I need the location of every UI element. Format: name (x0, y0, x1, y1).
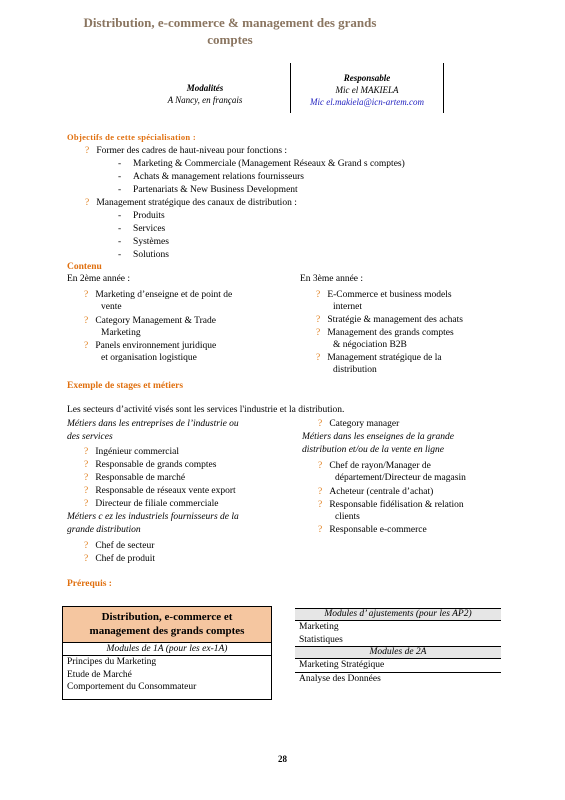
title-line-2: comptes (207, 32, 253, 47)
list-item: ? Responsable de grands comptes (84, 460, 217, 470)
module-row: Statistiques (299, 634, 343, 645)
list-item: ? Responsable e-commerce (318, 525, 427, 535)
right-subheading: distribution et/ou de la vente en ligne (302, 445, 444, 455)
list-item: - Services (118, 224, 166, 234)
modalites-value: A Nancy, en français (167, 95, 243, 105)
module-row: Principes du Marketing (67, 657, 157, 667)
year2-label: En 2ème année : (67, 274, 131, 284)
left-subheading: Métiers c ez les industriels fournisseurs de la (67, 512, 239, 522)
list-item: ? Directeur de filiale commerciale (84, 499, 219, 509)
module-row: Etude de Marché (67, 669, 132, 680)
list-item: ? Responsable fidélisation & relation (318, 500, 464, 510)
list-item-cont: clients (335, 512, 360, 522)
list-item: ? E-Commerce et business models (316, 290, 452, 300)
page-number: 28 (278, 754, 287, 764)
specialisation-box (62, 606, 272, 700)
module-row: Marketing Stratégique (295, 659, 501, 673)
objectifs-heading: Objectifs de cette spécialisation : (67, 132, 196, 142)
box-header (63, 607, 271, 643)
list-item: - Solutions (118, 250, 169, 260)
list-item: ? Acheteur (centrale d’achat) (318, 487, 434, 497)
list-item-cont: vente (101, 302, 122, 312)
list-item: ? Management stratégique de la (316, 353, 442, 363)
left-subheading: des services (67, 432, 113, 442)
module-row: Comportement du Consommateur (67, 682, 197, 692)
box-title: management des grands comptes (89, 625, 245, 637)
list-item: ? Chef de rayon/Manager de (318, 461, 431, 471)
contenu-heading: Contenu (67, 262, 102, 272)
box-subheading: Modules de 1A (pour les ex-1A) (63, 643, 271, 656)
table-subheading: Modules de 2A (295, 646, 501, 659)
list-item-cont: et organisation logistique (101, 353, 197, 363)
right-subheading: Métiers dans les enseignes de la grande (302, 432, 454, 442)
list-item-cont: Marketing (101, 328, 141, 338)
list-item: - Marketing & Commerciale (Management Réseaux & Grand s comptes) (118, 159, 405, 169)
prerequis-heading: Prérequis : (67, 579, 112, 589)
list-item: ? Former des cadres de haut-niveau pour fonctions : (85, 146, 288, 156)
list-item: ? Chef de secteur (84, 541, 155, 551)
list-item: ? Category Management & Trade (84, 316, 216, 326)
modules-table (295, 608, 501, 685)
responsable-email[interactable]: Mic el.makiela@icn-artem.com (310, 97, 424, 107)
divider (290, 63, 291, 113)
list-item: - Systèmes (118, 237, 169, 247)
divider (443, 63, 444, 113)
modalites-block (130, 82, 280, 106)
responsable-block (292, 72, 442, 108)
list-item: ? Responsable de marché (84, 473, 186, 483)
modalites-label: Modalités (186, 83, 224, 93)
list-item: - Produits (118, 211, 165, 221)
list-item: ? Management des grands comptes (316, 328, 454, 338)
list-item: ? Responsable de réseaux vente export (84, 486, 236, 496)
module-row: Marketing (299, 622, 339, 632)
page-title (60, 14, 400, 48)
responsable-name: Mic el MAKIELA (335, 85, 399, 95)
list-item-cont: & négociation B2B (333, 340, 407, 350)
left-subheading: grande distribution (67, 525, 141, 535)
year3-label: En 3ème année : (300, 274, 364, 284)
list-item: ? Management stratégique des canaux de distribution : (85, 198, 297, 208)
module-row: Analyse des Données (299, 673, 381, 684)
left-subheading: Métiers dans les entreprises de l’industrie ou (67, 419, 239, 429)
list-item: ? Chef de produit (84, 554, 155, 564)
table-subheading: Modules d’ ajustements (pour les AP2) (295, 608, 501, 621)
stages-heading: Exemple de stages et métiers (67, 381, 184, 391)
box-title: Distribution, e-commerce et (101, 611, 233, 623)
list-item: ? Stratégie & management des achats (316, 315, 463, 325)
list-item: ? Marketing d’enseigne et de point de (84, 290, 233, 300)
list-item: ? Panels environnement juridique (84, 341, 217, 351)
list-item-cont: département/Directeur de magasin (335, 473, 466, 483)
list-item: ? Category manager (318, 419, 400, 429)
stages-intro: Les secteurs d’activité visés sont les services l'industrie et la distribution. (67, 405, 345, 415)
list-item: - Partenariats & New Business Development (118, 185, 298, 195)
list-item: ? Ingénieur commercial (84, 447, 179, 457)
title-line-1: Distribution, e-commerce & management des grands (83, 15, 377, 30)
list-item-cont: distribution (333, 365, 377, 375)
list-item: - Achats & management relations fournisseurs (118, 172, 305, 182)
list-item-cont: internet (333, 302, 363, 312)
responsable-label: Responsable (343, 73, 391, 83)
